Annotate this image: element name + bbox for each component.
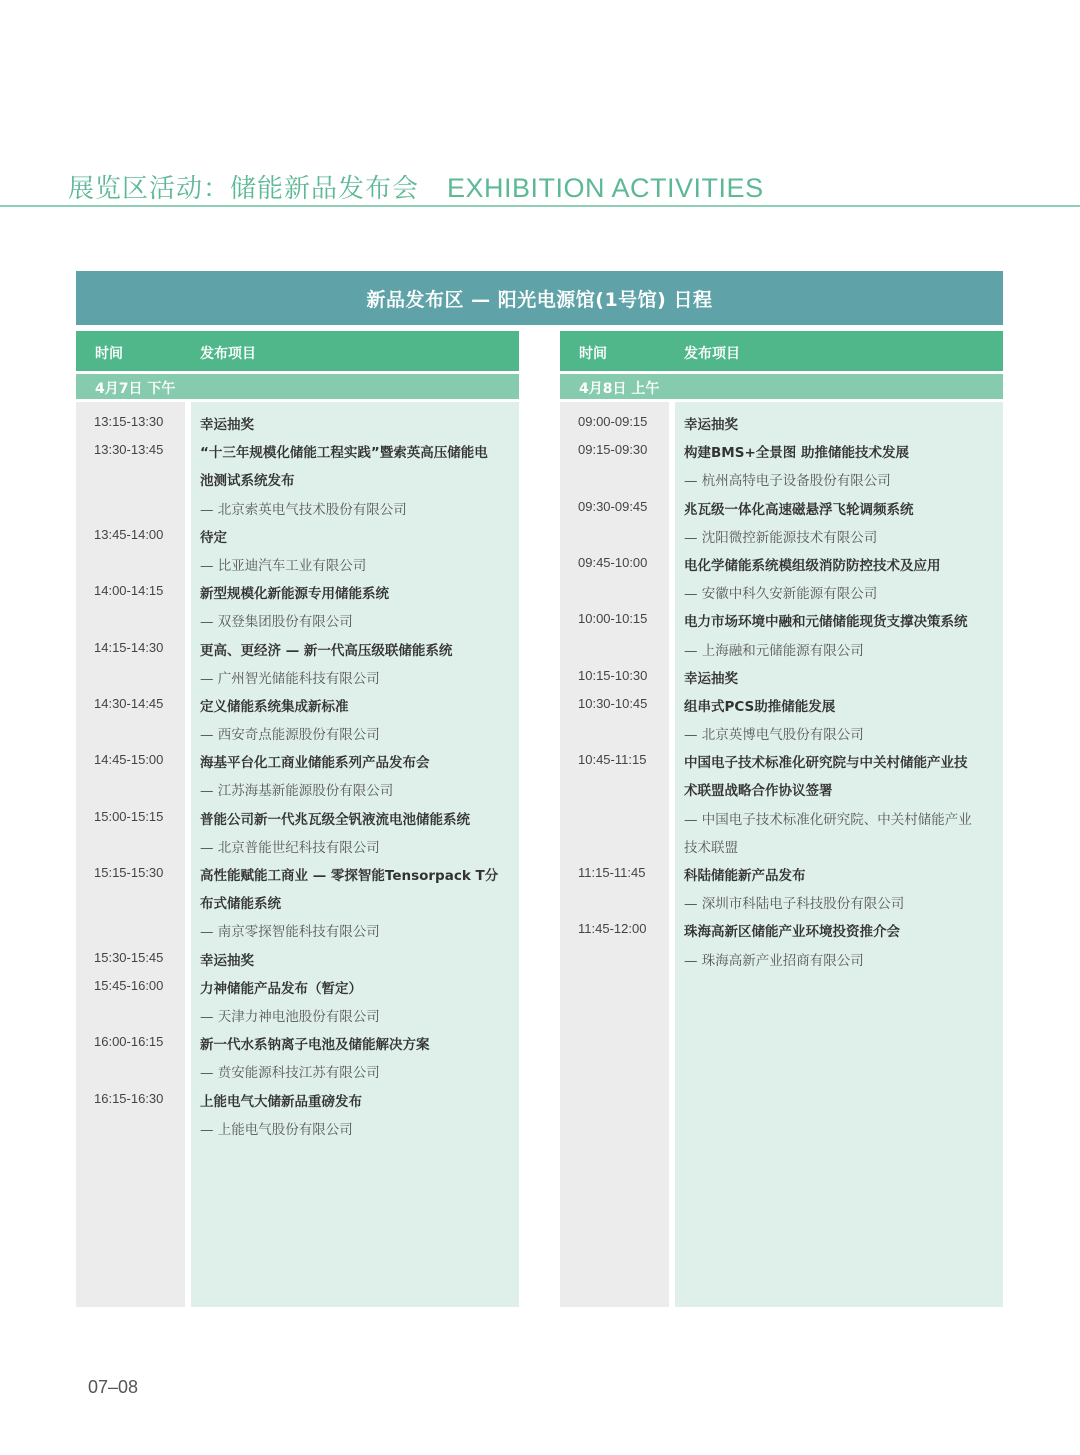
time-slot: 10:30-10:45 — [578, 695, 648, 711]
program-title: 力神储能产品发布（暂定） — [200, 980, 362, 997]
time-slot: 14:30-14:45 — [94, 695, 164, 711]
program-title: 珠海高新区储能产业环境投资推介会 — [684, 924, 900, 941]
page-header — [68, 168, 764, 204]
program-title: 电力市场环境中融和元储储能现货支撑决策系统 — [684, 614, 968, 631]
program-title: 电化学储能系统模组级消防防控技术及应用 — [684, 557, 941, 574]
schedule-row — [560, 464, 1003, 492]
schedule-row — [560, 690, 1003, 718]
time-slot: 09:30-09:45 — [578, 498, 648, 514]
schedule-rows — [560, 408, 1003, 972]
date-label: 4月7日 下午 — [95, 381, 176, 397]
company-name: — 北京索英电气技术股份有限公司 — [200, 501, 407, 518]
time-slot: 11:15-11:45 — [578, 865, 646, 880]
program-title: 高性能赋能工商业 — 零探智能Tensorpack T分 — [200, 868, 499, 884]
program-title: 待定 — [200, 529, 227, 546]
schedule-row — [560, 549, 1003, 577]
company-name: — 南京零探智能科技有限公司 — [200, 924, 380, 941]
schedule-row — [76, 944, 519, 972]
time-slot: 16:00-16:15 — [94, 1034, 164, 1050]
time-slot: 14:00-14:15 — [94, 583, 164, 599]
program-title: 普能公司新一代兆瓦级全钒液流电池储能系统 — [200, 811, 470, 828]
page-title-cn: 展览区活动：储能新品发布会 — [68, 174, 420, 204]
schedule-row — [76, 436, 519, 464]
page-number: 07–08 — [88, 1377, 139, 1397]
schedule-row — [76, 521, 519, 549]
schedule-row — [560, 408, 1003, 436]
page-title-en: EXHIBITION ACTIVITIES — [447, 173, 764, 203]
program-title: 新一代水系钠离子电池及储能解决方案 — [200, 1037, 430, 1054]
program-title: 中国电子技术标准化研究院与中关村储能产业技 — [684, 755, 968, 772]
time-slot: 13:15-13:30 — [94, 414, 164, 429]
schedule-row — [76, 1113, 519, 1141]
time-slot: 16:15-16:30 — [94, 1090, 164, 1106]
schedule-row — [76, 464, 519, 492]
program-title: 幸运抽奖 — [684, 417, 738, 433]
time-slot: 09:45-10:00 — [578, 554, 648, 570]
company-name: — 上海融和元储能源有限公司 — [684, 642, 864, 659]
company-name: — 北京英博电气股份有限公司 — [684, 727, 864, 744]
schedule-row — [76, 1056, 519, 1084]
schedule-row — [76, 774, 519, 802]
program-title: 池测试系统发布 — [200, 473, 295, 490]
program-title: 定义储能系统集成新标准 — [200, 698, 349, 715]
schedule-row — [76, 493, 519, 521]
schedule-row — [560, 605, 1003, 633]
time-slot: 15:15-15:30 — [94, 865, 164, 880]
program-title: 更高、更经济 — 新一代高压级联储能系统 — [200, 642, 453, 659]
company-name: — 西安奇点能源股份有限公司 — [200, 727, 380, 744]
schedule-row — [560, 746, 1003, 774]
schedule-row — [76, 887, 519, 915]
schedule-row — [76, 1000, 519, 1028]
company-name: — 天津力神电池股份有限公司 — [200, 1008, 380, 1025]
schedule-row — [560, 662, 1003, 690]
schedule-rows — [76, 408, 519, 1141]
time-slot: 09:15-09:30 — [578, 442, 648, 458]
schedule-row — [76, 803, 519, 831]
company-name: — 广州智光储能科技有限公司 — [200, 670, 380, 687]
column-header-time: 时间 — [579, 346, 607, 362]
column-header — [560, 331, 1003, 371]
time-slot: 10:00-10:15 — [578, 611, 648, 627]
schedule-row — [560, 521, 1003, 549]
company-name: — 上能电气股份有限公司 — [200, 1121, 353, 1138]
schedule-row — [560, 887, 1003, 915]
schedule-row — [76, 718, 519, 746]
company-name: — 杭州高特电子设备股份有限公司 — [684, 473, 891, 490]
schedule-row — [76, 1028, 519, 1056]
program-title: 幸运抽奖 — [200, 417, 254, 433]
program-title: 新型规模化新能源专用储能系统 — [200, 586, 389, 603]
program-title: 构建BMS+全景图 助推储能技术发展 — [684, 445, 909, 462]
program-title: 幸运抽奖 — [684, 670, 738, 687]
schedule-row — [560, 577, 1003, 605]
schedule-row — [76, 577, 519, 605]
schedule-row — [76, 408, 519, 436]
company-name: — 江苏海基新能源股份有限公司 — [200, 783, 394, 800]
program-title: 上能电气大储新品重磅发布 — [200, 1093, 362, 1110]
header-divider — [0, 205, 1080, 207]
column-header-time: 时间 — [95, 346, 123, 362]
company-name: — 沈阳微控新能源技术有限公司 — [684, 529, 878, 546]
company-name: — 安徽中科久安新能源有限公司 — [684, 586, 878, 603]
time-slot: 14:15-14:30 — [94, 639, 164, 655]
time-slot: 14:45-15:00 — [94, 752, 164, 768]
schedule-row — [76, 915, 519, 943]
schedule-row — [560, 859, 1003, 887]
schedule-row — [560, 774, 1003, 802]
schedule-row — [76, 690, 519, 718]
company-name: — 比亚迪汽车工业有限公司 — [200, 557, 367, 574]
time-slot: 10:45-11:15 — [578, 752, 647, 768]
company-name: — 贲安能源科技江苏有限公司 — [200, 1065, 380, 1082]
schedule-row — [560, 831, 1003, 859]
schedule-row — [560, 493, 1003, 521]
program-title: 术联盟战略合作协议签署 — [684, 783, 833, 800]
time-slot: 10:15-10:30 — [578, 667, 648, 683]
schedule-banner: 新品发布区 — 阳光电源馆(1号馆) 日程 — [76, 271, 1003, 325]
program-title: 布式储能系统 — [200, 896, 281, 913]
time-slot: 11:45-12:00 — [578, 921, 647, 937]
schedule-row — [76, 549, 519, 577]
schedule-row — [560, 718, 1003, 746]
program-title: “十三年规模化储能工程实践”暨索英高压储能电 — [200, 445, 488, 462]
program-title: 兆瓦级一体化高速磁悬浮飞轮调频系统 — [684, 501, 914, 518]
program-title: 科陆储能新产品发布 — [684, 868, 806, 884]
schedule-row — [76, 859, 519, 887]
schedule-column-apr7 — [76, 331, 519, 1307]
program-title: 海基平台化工商业储能系列产品发布会 — [200, 755, 430, 772]
schedule-row — [76, 1085, 519, 1113]
date-bar — [76, 374, 519, 399]
company-name: — 北京普能世纪科技有限公司 — [200, 839, 380, 856]
schedule-column-apr8 — [560, 331, 1003, 1307]
column-header — [76, 331, 519, 371]
program-title: 幸运抽奖 — [200, 952, 254, 969]
column-header-item: 发布项目 — [200, 346, 256, 362]
schedule-row — [560, 944, 1003, 972]
time-slot: 15:45-16:00 — [94, 977, 164, 993]
schedule-row — [76, 831, 519, 859]
schedule-row — [76, 605, 519, 633]
company-name: 技术联盟 — [684, 839, 738, 856]
column-header-item: 发布项目 — [684, 346, 740, 362]
company-name: — 珠海高新产业招商有限公司 — [684, 952, 864, 969]
schedule-row — [76, 634, 519, 662]
date-label: 4月8日 上午 — [579, 381, 660, 397]
time-slot: 15:30-15:45 — [94, 949, 164, 965]
schedule-row — [76, 662, 519, 690]
date-bar — [560, 374, 1003, 399]
company-name: — 中国电子技术标准化研究院、中关村储能产业 — [684, 811, 972, 828]
time-slot: 13:30-13:45 — [94, 442, 164, 458]
company-name: — 双登集团股份有限公司 — [200, 614, 353, 631]
time-slot: 13:45-14:00 — [94, 526, 164, 542]
schedule-row — [560, 915, 1003, 943]
schedule-row — [560, 634, 1003, 662]
program-title: 组串式PCS助推储能发展 — [684, 698, 836, 715]
time-slot: 15:00-15:15 — [94, 808, 164, 824]
schedule-row — [76, 746, 519, 774]
schedule-row — [560, 803, 1003, 831]
time-slot: 09:00-09:15 — [578, 414, 648, 429]
schedule-row — [560, 436, 1003, 464]
company-name: — 深圳市科陆电子科技股份有限公司 — [684, 896, 905, 913]
schedule-row — [76, 972, 519, 1000]
